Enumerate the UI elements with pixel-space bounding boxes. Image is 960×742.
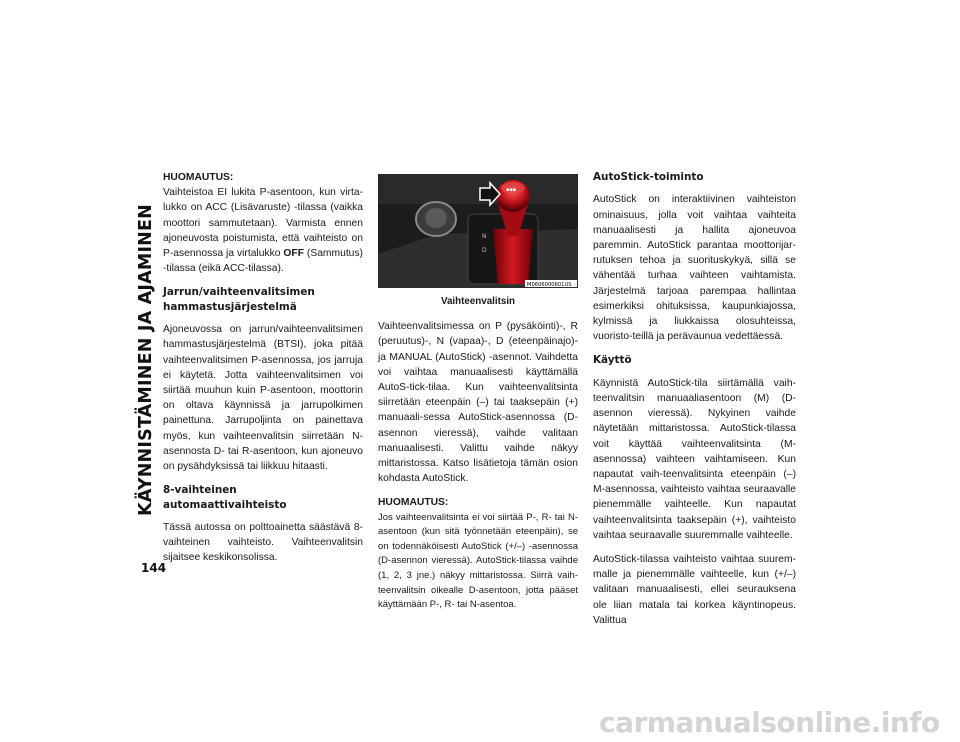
section-body-usage-2: AutoStick-tilassa vaihteisto vaihtaa suurem-malle ja pienemmälle vaihteelle, kun (+/–) valitaan manuaalisesti, ellei seurauksena ole liian matala tai korkea käyntinopeus. Valittua [593, 554, 796, 626]
svg-text:D: D [482, 247, 487, 254]
gear-positions-body: Vaihteenvalitsimessa on P (pysäköinti)-, R (peruutus)-, N (vapaa)-, D (eteenpäinajo)- ja MANUAL (AutoStick) -asennot. Vaihdetta voi vaihtaa manuaalisesti käyttämällä AutoS-tick-tilaa. Kun vaihteenvalitsinta siirretään eteenpäin (–) tai taaksepäin (+) manuaali-sessa AutoStick-asennossa (D-asennon vieressä), vaihde valitaan manuaalisesti. Valittu vaihde näkyy mittaristossa. Katso lisätietoja tämän osion kohdasta AutoStick. [378, 321, 578, 485]
photo-caption: Vaihteenvalitsin [440, 296, 516, 307]
note-body-2: Jos vaihteenvalitsinta ei voi siirtää P-, R- tai N-asentoon (kun sitä työnnetään eteenpäin), se on todennäköisesti AutoStick (+/–) -asennossa (D-asennon vieressä). AutoStick-tilassa vaihde (1, 2, 3 jne.) näkyy mittaristossa. Siirrä vaih-teenvalitsin oikealle D-asentoon, jotta pääset käyttämään P-, R- tai N-asentoa. [378, 511, 578, 611]
page-number: 144 [141, 561, 167, 575]
section-body-transmission: Tässä autossa on polttoainetta säästävä 8-vaihteinen vaihteisto. Vaihteenvalitsin sijaitsee keskikonsolissa. [163, 522, 363, 564]
note-heading: HUOMAUTUS: [163, 172, 234, 183]
column-left [163, 170, 363, 575]
section-body-btsi: Ajoneuvossa on jarrun/vaihteenvalitsimen hammastusjärjestelmä (BTSI), joka pitää vaihteenvalitsimen P-asennossa, jos jarruja ei käytetä. Jotta vaihteenvalitsimen voi siirtää muuhun kuin P-asentoon, moottorin on oltava käynnissä ja jarrupolkimen painettuna. Jarrupoljinta on painettava myös, kun vaihteenvalitsin siirretään N-asennosta D- tai R-asentoon, kun ajoneuvo on pysähdyksissä tai liikkuu hitaasti. [163, 324, 363, 473]
gear-selector-illustration [378, 174, 578, 288]
section-heading-autostick: AutoStick-toiminto [593, 171, 704, 183]
section-heading-usage: Käyttö [593, 354, 632, 367]
off-keyword: OFF [283, 248, 304, 260]
note-heading-2: HUOMAUTUS: [378, 497, 449, 509]
column-right [593, 170, 796, 637]
section-heading-transmission: 8-vaihteinen automaattivaihteisto [163, 484, 287, 511]
svg-text:N: N [482, 233, 487, 240]
svg-text:▪▪▪: ▪▪▪ [506, 187, 517, 193]
watermark-text: carmanualsonline.info [599, 706, 940, 739]
section-heading-btsi: Jarrun/vaihteenvalitsimen hammastusjärjestelmä [163, 286, 315, 313]
chapter-side-tab [136, 165, 156, 555]
gear-selector-photo [378, 174, 578, 288]
column-middle [378, 174, 578, 622]
photo-code: M0606000601US [527, 282, 572, 288]
note-body: Vaihteistoa EI lukita P-asentoon, kun virta-lukko on ACC (Lisävaruste) -tilassa (vaikka moottori sammutetaan). Varmista ennen ajoneuvosta poistumista, että vaihteisto on P-asennossa ja virtalukko OFF (Sammutus) -tilassa (eikä ACC-tilassa). [163, 187, 363, 275]
chapter-title: KÄYNNISTÄMINEN JA AJAMINEN [136, 203, 157, 517]
section-body-usage: Käynnistä AutoStick-tila siirtämällä vaih-teenvalitsin manuaaliasentoon (M) (D-asennon vieressä). Nykyinen vaihde näytetään mittaristossa. AutoStick-tilassa voit käyttää vaihteenvalitsinta (M-asennossa) vaihteen vaihtamiseen. Kun napautat vaih-teenvalitsinta eteenpäin (–) M-asennossa, vaihteisto vaihtaa seuraavalle pienemmälle vaihteelle. Kun napautat vaihteenvalitsinta taaksepäin (+), vaihteisto vaihtaa seuraavalle suuremmalle vaihteelle. [593, 377, 796, 541]
section-body-autostick: AutoStick on interaktiivinen vaihteiston ominaisuus, jolla voit vaihtaa vaihteita manuaalisesti ja hallita ajoneuvoa paremmin. AutoStick parantaa moottorijar-rutuksen tehoa ja suorituskykyä, sillä se vähentää turhaa vaihteen vaihtamista. Järjestelmä tarjoaa parempaa hallintaa esimerkiksi ohituksissa, kaupunkiajossa, kylmissä ja liukkaissa olosuhteissa, vuoristo-teillä ja perävaunua vedettäessä. [593, 194, 796, 343]
